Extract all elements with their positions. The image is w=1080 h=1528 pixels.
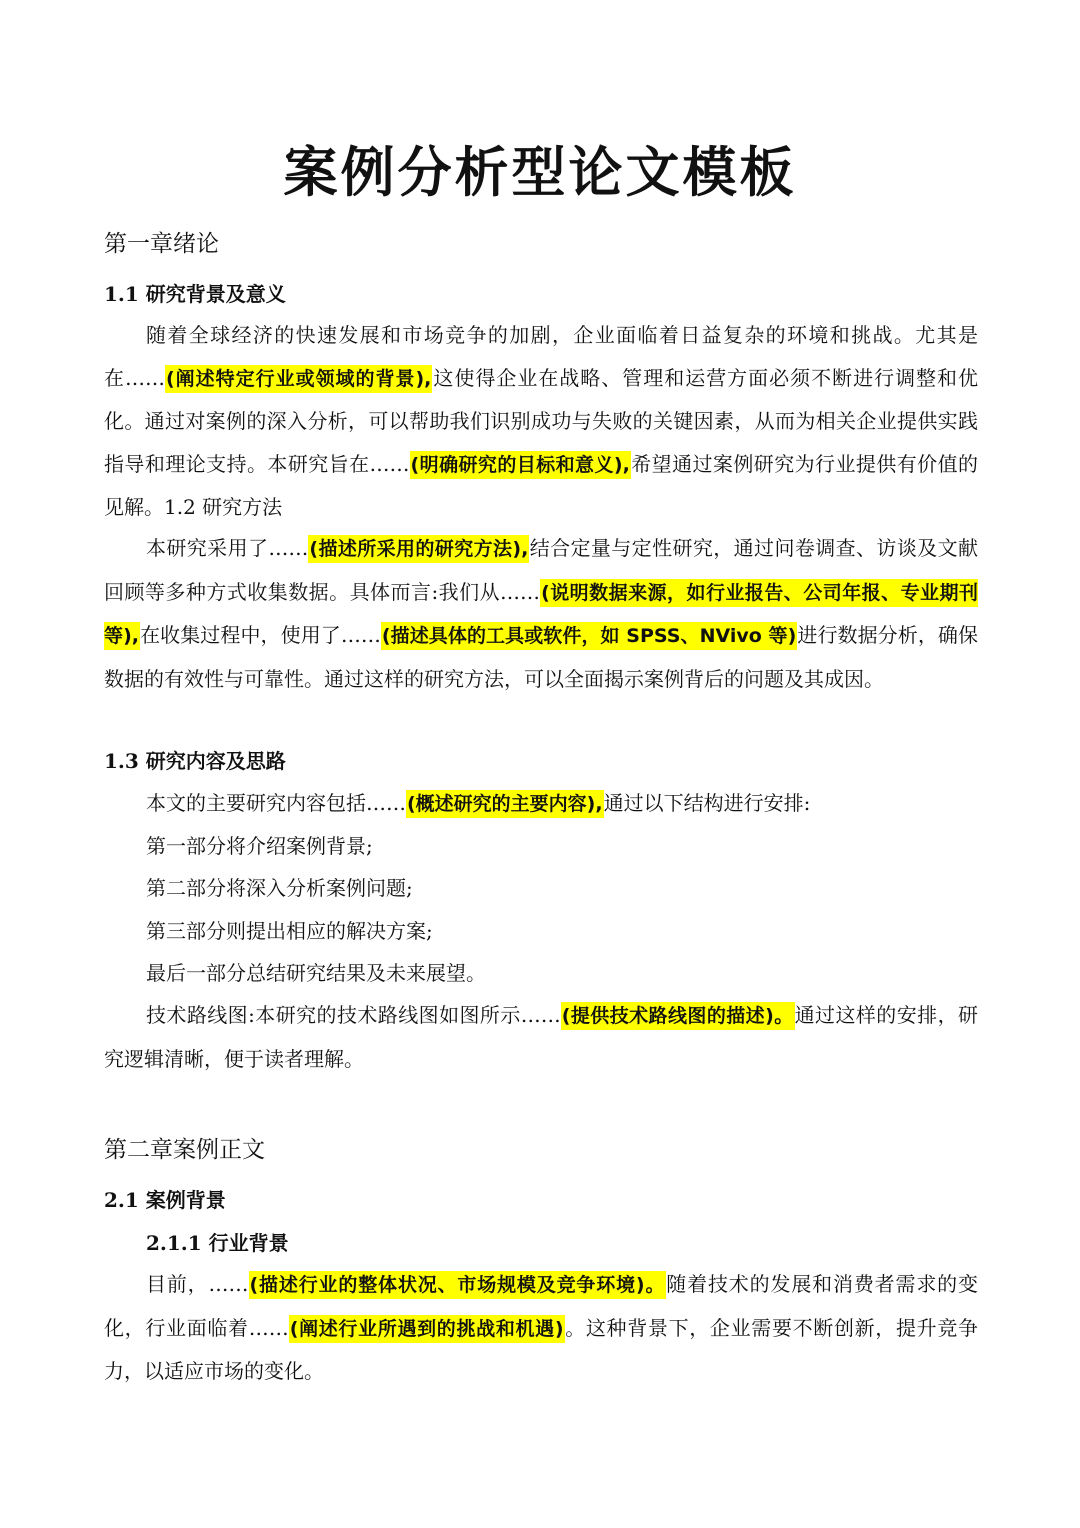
structure-item: 最后一部分总结研究结果及未来展望。	[146, 961, 486, 985]
section-1-2-paragraph	[104, 527, 978, 700]
placeholder-highlight: (说明数据来源，如行业报告、公司年报、专业期刊等),	[104, 579, 978, 651]
section-2-1-heading: 2.1 案例背景	[104, 1188, 226, 1212]
text-run: 随着全球经济的快速发展和市场竞争的加剧，企业面临着日益复杂的环境和挑战。尤其是在……	[104, 323, 978, 390]
structure-item: 第三部分则提出相应的解决方案;	[146, 919, 433, 943]
section-2-1-1-heading: 2.1.1 行业背景	[146, 1231, 289, 1255]
section-1-3-heading: 1.3 研究内容及思路	[104, 749, 286, 773]
placeholder-highlight: (阐述行业所遇到的挑战和机遇)	[289, 1315, 565, 1343]
section-1-2-heading: 1.2 研究方法	[164, 495, 283, 519]
placeholder-highlight: (描述所采用的研究方法),	[308, 535, 529, 563]
placeholder-highlight: (描述行业的整体状况、市场规模及竞争环境)。	[249, 1271, 667, 1299]
placeholder-highlight: (提供技术路线图的描述)。	[561, 1002, 795, 1030]
placeholder-highlight: (描述具体的工具或软件，如 SPSS、NVivo 等)	[381, 622, 797, 650]
placeholder-highlight: (阐述特定行业或领域的背景),	[165, 365, 432, 393]
placeholder-highlight: (概述研究的主要内容),	[406, 790, 604, 818]
text-run: 目前，……	[146, 1272, 249, 1296]
text-run: 进行数据分析，确保数据的有效性与可靠性。通过这样的研究方法，可以全面揭示案例背后的问题及其成因。	[104, 623, 979, 691]
structure-item: 第二部分将深入分析案例问题;	[146, 876, 413, 900]
document-title: 案例分析型论文模板	[283, 141, 797, 204]
chapter-1-heading: 第一章绪论	[104, 231, 219, 257]
text-run: 这使得企业在战略、管理和运营方面必须不断进行调整和优化。通过对案例的深入分析，可以帮助我们识别成功与失败的关键因素，从而为相关企业提供实践指导和理论支持。本研究旨在……	[104, 365, 979, 476]
text-run: 通过以下结构进行安排:	[603, 791, 811, 815]
text-run: 。这种背景下，企业需要不断创新，提升竞争力，以适应市场的变化。	[104, 1315, 979, 1383]
text-run: 本研究采用了……	[146, 536, 309, 560]
section-1-3-intro	[146, 788, 810, 819]
section-1-1-paragraph	[104, 314, 978, 529]
text-run: 希望通过案例研究为行业提供有价值的见解。	[104, 451, 979, 519]
section-2-1-1-paragraph	[104, 1263, 978, 1393]
text-run: 在收集过程中，使用了……	[139, 623, 381, 647]
roadmap-paragraph	[104, 994, 978, 1080]
text-run: 本文的主要研究内容包括……	[146, 791, 406, 815]
placeholder-highlight: (明确研究的目标和意义),	[410, 451, 631, 479]
text-run: 随着技术的发展和消费者需求的变化，行业面临着……	[104, 1272, 979, 1340]
structure-item: 第一部分将介绍案例背景;	[146, 834, 373, 858]
text-run: 技术路线图:本研究的技术路线图如图所示……	[146, 1003, 561, 1027]
chapter-2-heading: 第二章案例正文	[104, 1137, 265, 1163]
section-1-1-heading: 1.1 研究背景及意义	[104, 282, 286, 306]
text-run: 通过这样的安排，研究逻辑清晰，便于读者理解。	[104, 1003, 978, 1071]
text-run: 结合定量与定性研究，通过问卷调查、访谈及文献回顾等多种方式收集数据。具体而言:我们从……	[104, 536, 979, 604]
